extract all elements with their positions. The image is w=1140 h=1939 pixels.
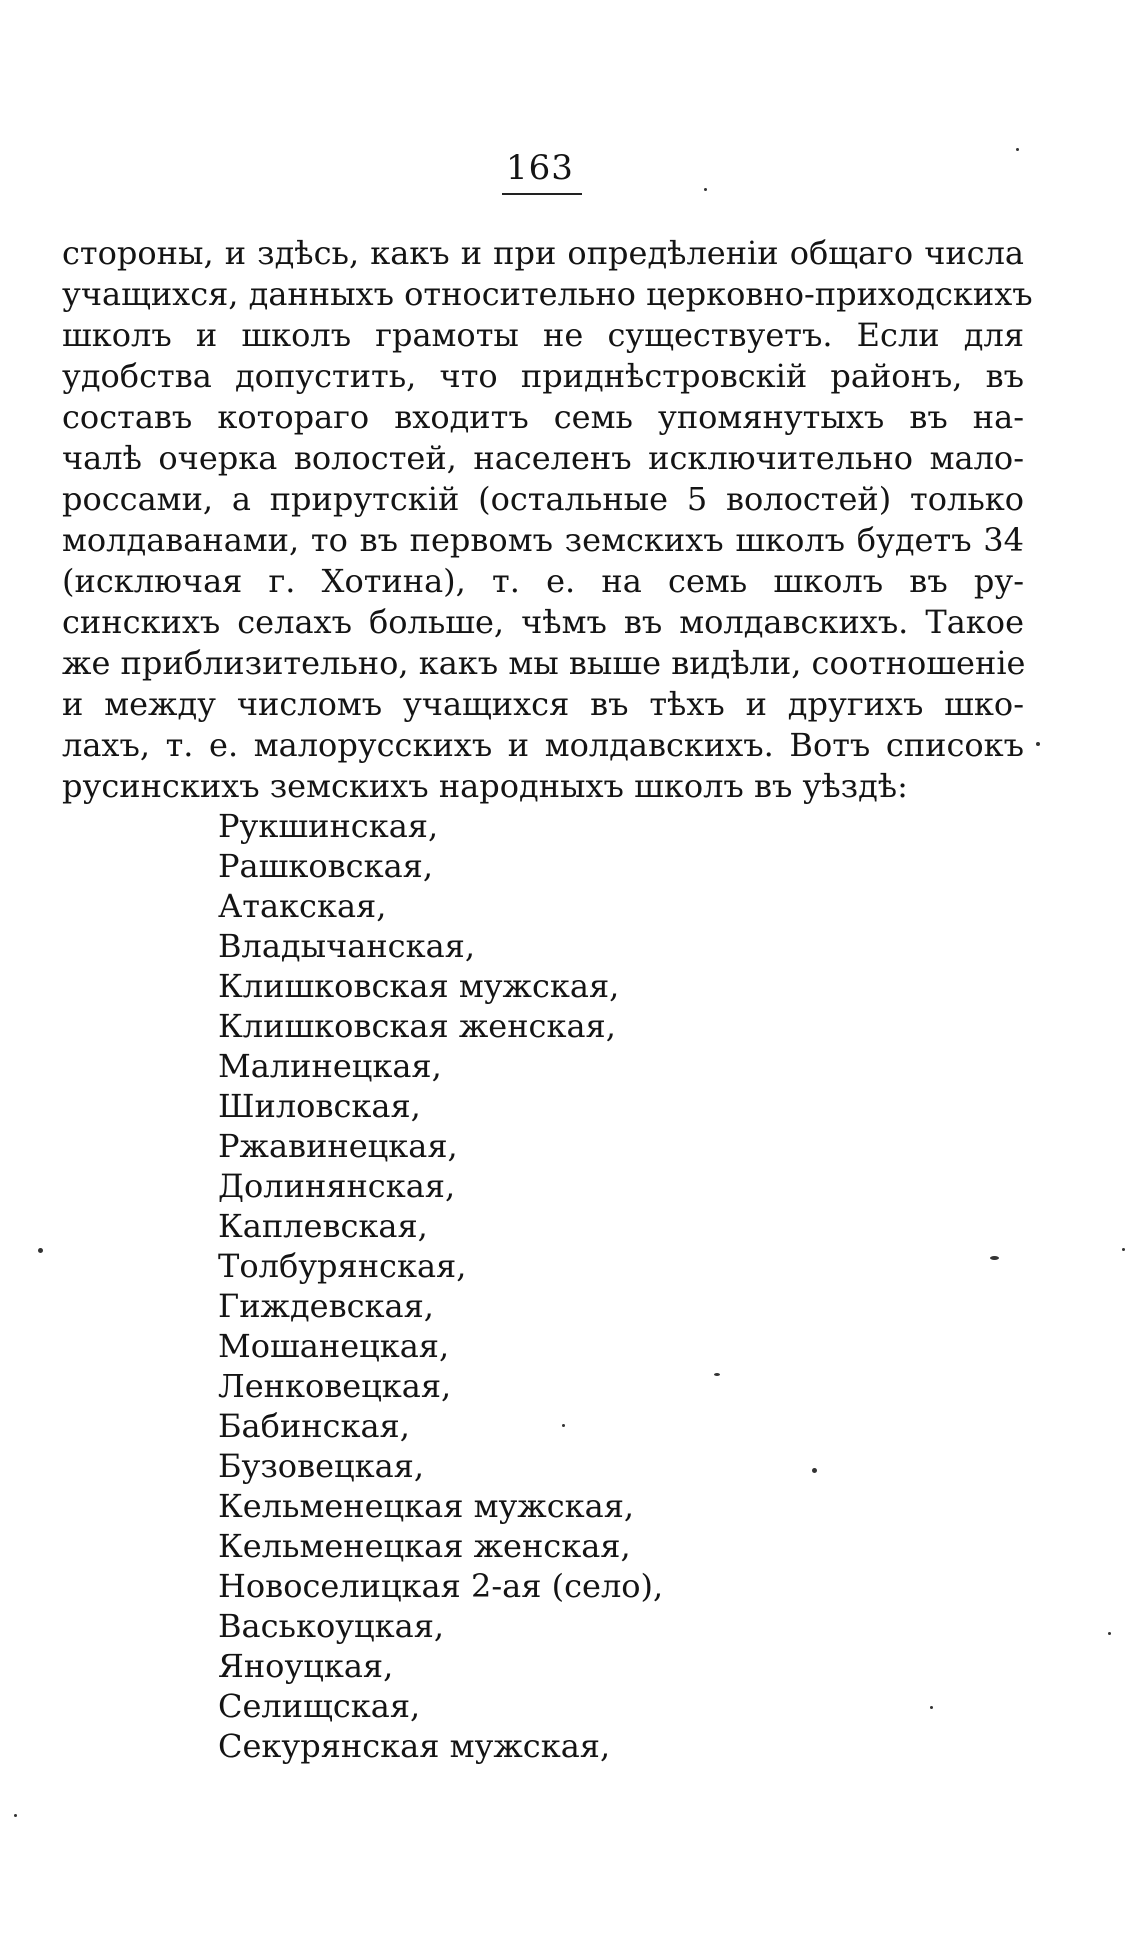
paragraph-line: лахъ, т. е. малорусскихъ и молдавскихъ. Вотъ списокъ xyxy=(62,726,1024,764)
paragraph-line: удобства допустить, что приднѣстровскій районъ, въ xyxy=(62,357,1024,395)
paragraph-line: школъ и школъ грамоты не существуетъ. Если для xyxy=(62,316,1024,354)
scan-speck xyxy=(704,188,707,191)
list-item: Бузовецкая, xyxy=(218,1447,425,1485)
list-item: Клишковская мужская, xyxy=(218,967,620,1005)
list-item: Кельменецкая мужская, xyxy=(218,1487,635,1525)
scan-speck xyxy=(1036,742,1040,746)
list-item: Ржавинецкая, xyxy=(218,1127,458,1165)
scan-speck xyxy=(14,1814,17,1817)
list-item: Васькоуцкая, xyxy=(218,1607,445,1645)
list-item: Селищская, xyxy=(218,1687,421,1725)
scan-speck xyxy=(1108,1632,1111,1635)
page-number-rule xyxy=(502,193,582,195)
scan-speck xyxy=(1122,1248,1125,1251)
list-item: Атакская, xyxy=(218,887,387,925)
list-item: Ленковецкая, xyxy=(218,1367,452,1405)
list-item: Кельменецкая женская, xyxy=(218,1527,631,1565)
scan-speck xyxy=(714,1373,720,1376)
page-number: 163 xyxy=(506,148,574,188)
scan-speck xyxy=(562,1424,565,1427)
scan-speck xyxy=(930,1706,933,1709)
list-item: Толбурянская, xyxy=(218,1247,467,1285)
list-item: Гиждевская, xyxy=(218,1287,434,1325)
paragraph-line: россами, а прирутскій (остальные 5 волостей) только xyxy=(62,480,1024,518)
paragraph-line: (исключая г. Хотина), т. е. на семь школъ въ ру- xyxy=(62,562,1024,600)
paragraph-line: молдаванами, то въ первомъ земскихъ школъ будетъ 34 xyxy=(62,521,1024,559)
list-item: Новоселицкая 2-ая (село), xyxy=(218,1567,664,1605)
list-item: Рукшинская, xyxy=(218,807,439,845)
paragraph-line: учащихся, данныхъ относительно церковно-приходскихъ xyxy=(62,275,1033,313)
paragraph-line: и между числомъ учащихся въ тѣхъ и другихъ шко- xyxy=(62,685,1024,723)
scan-speck xyxy=(1016,148,1019,151)
list-item: Малинецкая, xyxy=(218,1047,442,1085)
list-item: Секурянская мужская, xyxy=(218,1727,611,1765)
list-item: Каплевская, xyxy=(218,1207,428,1245)
list-item: Яноуцкая, xyxy=(218,1647,394,1685)
paragraph-line: стороны, и здѣсь, какъ и при опредѣленіи общаго числа xyxy=(62,234,1024,272)
paragraph-line: составъ котораго входитъ семь упомянутыхъ въ на- xyxy=(62,398,1024,436)
paragraph-line: чалѣ очерка волостей, населенъ исключительно мало- xyxy=(62,439,1024,477)
scan-speck xyxy=(990,1256,999,1260)
paragraph-line: же приблизительно, какъ мы выше видѣли, соотношеніе xyxy=(62,644,1026,682)
list-item: Владычанская, xyxy=(218,927,476,965)
paragraph-line: русинскихъ земскихъ народныхъ школъ въ уѣздѣ: xyxy=(62,767,908,805)
scan-speck xyxy=(812,1468,817,1473)
list-item: Долинянская, xyxy=(218,1167,456,1205)
paragraph-line: синскихъ селахъ больше, чѣмъ въ молдавскихъ. Такое xyxy=(62,603,1024,641)
list-item: Шиловская, xyxy=(218,1087,421,1125)
list-item: Бабинская, xyxy=(218,1407,410,1445)
scan-speck xyxy=(38,1248,43,1253)
list-item: Мошанецкая, xyxy=(218,1327,450,1365)
list-item: Рашковская, xyxy=(218,847,433,885)
list-item: Клишковская женская, xyxy=(218,1007,616,1045)
